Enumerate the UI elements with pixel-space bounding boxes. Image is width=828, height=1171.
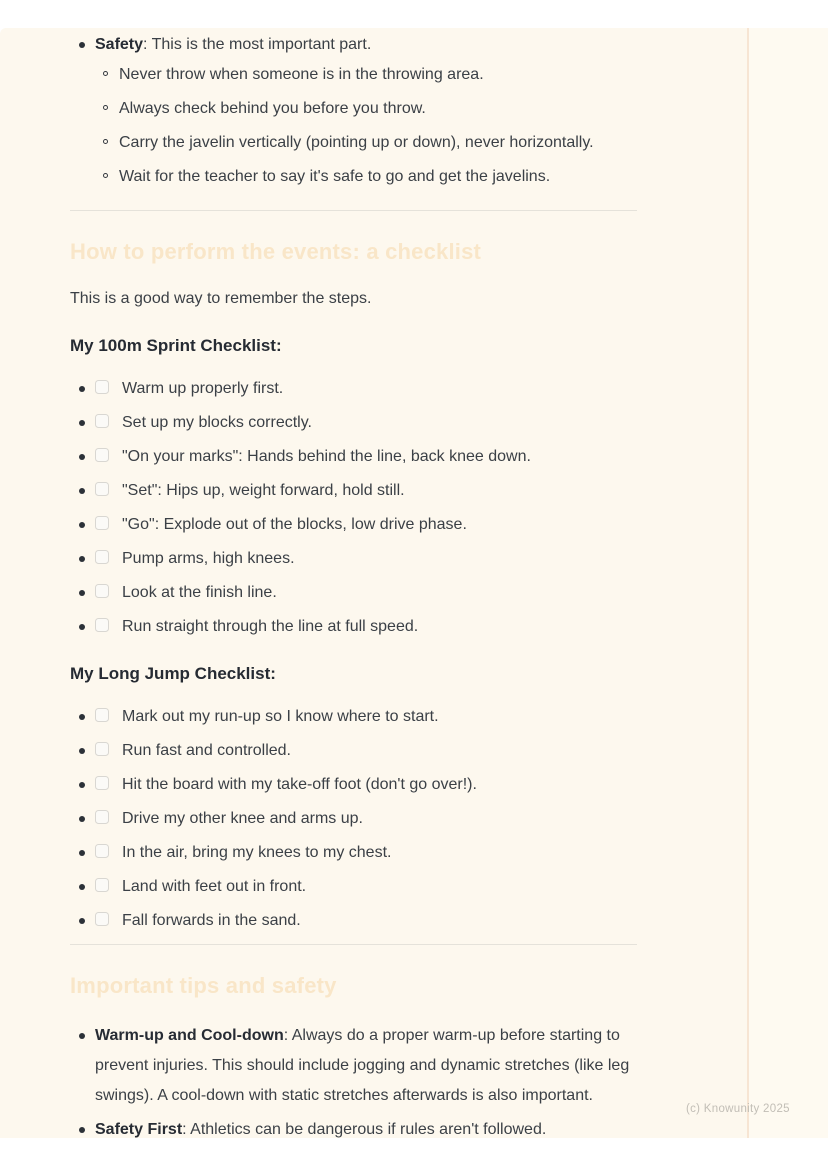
checkbox[interactable] [95,414,109,428]
long-jump-checklist [70,706,637,931]
bullet-icon [70,616,95,630]
checkbox[interactable] [95,878,109,892]
checklist-item-text: "On your marks": Hands behind the line, back knee down. [122,448,531,465]
bullet-icon [70,1021,95,1039]
bullet-icon [70,378,95,392]
intro-text: This is a good way to remember the steps. [70,290,372,307]
list-item-text: Wait for the teacher to say it's safe to go and get the javelins. [119,168,551,185]
circle-bullet-icon [94,166,119,178]
checkbox[interactable] [95,708,109,722]
list-item-text: Always check behind you before you throw. [119,100,426,117]
checklist-item-text: Mark out my run-up so I know where to start. [122,708,439,725]
list-item-text: Never throw when someone is in the throwing area. [119,66,484,83]
bullet-icon [70,34,95,48]
checklist-item [70,910,637,931]
checklist-item [70,842,637,863]
checklist-item-text: Drive my other knee and arms up. [122,810,363,827]
bullet-icon [70,446,95,460]
bullet-icon [70,582,95,596]
list-item [94,132,637,153]
list-item-rest: : This is the most important part. [143,36,372,53]
checkbox[interactable] [95,912,109,926]
list-item-bold-lead: Safety [95,36,144,53]
checklist-item-text: "Go": Explode out of the blocks, low drive phase. [122,516,467,533]
checklist-item [70,548,637,569]
list-item-bold-lead: Warm-up and Cool-down [95,1027,284,1044]
list-item-rest: : Athletics can be dangerous if rules aren't followed. [182,1121,547,1138]
checkbox[interactable] [95,482,109,496]
checkbox[interactable] [95,776,109,790]
checkbox[interactable] [95,844,109,858]
checklist-item-text: Pump arms, high knees. [122,550,295,567]
bullet-icon [70,808,95,822]
checklist-item [70,876,637,897]
bullet-icon [70,412,95,426]
checkbox[interactable] [95,516,109,530]
list-item-text: Carry the javelin vertically (pointing up or down), never horizontally. [119,134,594,151]
section-divider [70,944,637,945]
bullet-icon [70,910,95,924]
list-item-text [95,1115,635,1145]
circle-bullet-icon [94,98,119,110]
safety-sub-list [94,64,637,187]
checklist-item [70,446,637,467]
checklist-item-text: Hit the board with my take-off foot (don't go over!). [122,776,477,793]
safety-bullet-list [70,34,637,187]
checklist-item [70,740,637,761]
page-edge-line [747,28,749,1138]
sprint-checklist-title: My 100m Sprint Checklist: [70,336,282,355]
bullet-icon [70,548,95,562]
checkbox[interactable] [95,380,109,394]
checklist-item [70,514,637,535]
checklist-item [70,378,637,399]
tips-bullet-list [70,1021,637,1145]
checklist-item [70,808,637,829]
checklist-item-text: Look at the finish line. [122,584,277,601]
checklist-item-text: "Set": Hips up, weight forward, hold still. [122,482,405,499]
bullet-icon [70,514,95,528]
section-heading-checklist: How to perform the events: a checklist [70,239,482,264]
list-item [94,64,637,85]
list-item-bold-lead: Safety First [95,1121,183,1138]
list-item-text [95,34,371,55]
checklist-item [70,706,637,727]
checklist-item-text: Warm up properly first. [122,380,284,397]
bullet-icon [70,876,95,890]
page-content [0,28,637,1145]
checkbox[interactable] [95,584,109,598]
list-item [70,34,637,55]
checklist-item [70,774,637,795]
long-jump-checklist-title: My Long Jump Checklist: [70,664,276,683]
document-page [0,28,828,1138]
bullet-icon [70,740,95,754]
copyright-watermark: (c) Knowunity 2025 [686,1103,790,1115]
checklist-item [70,616,637,637]
bullet-icon [70,480,95,494]
list-item-text [95,1021,635,1111]
checklist-item [70,582,637,603]
list-item [70,1021,637,1111]
bullet-icon [70,842,95,856]
checklist-item-text: Set up my blocks correctly. [122,414,312,431]
checklist-item-text: Run straight through the line at full speed. [122,618,419,635]
list-item [94,98,637,119]
bullet-icon [70,774,95,788]
page-right-strip [749,28,828,1138]
list-item-rest: : Always do a proper warm-up before starting to prevent injuries. This should include jogging and dynamic stretches (like leg swings). A cool-down with static stretches afterwards is also important. [95,1027,630,1104]
checklist-item-text: Run fast and controlled. [122,742,291,759]
section-divider [70,210,637,211]
checkbox[interactable] [95,618,109,632]
circle-bullet-icon [94,132,119,144]
checklist-item-text: Fall forwards in the sand. [122,912,301,929]
circle-bullet-icon [94,64,119,76]
section-heading-tips: Important tips and safety [70,973,337,998]
bullet-icon [70,706,95,720]
checkbox[interactable] [95,550,109,564]
checkbox[interactable] [95,742,109,756]
list-item [94,166,637,187]
checklist-item-text: Land with feet out in front. [122,878,307,895]
checklist-item [70,480,637,501]
bullet-icon [70,1115,95,1133]
checklist-item-text: In the air, bring my knees to my chest. [122,844,392,861]
checklist-item [70,412,637,433]
sprint-checklist [70,378,637,637]
list-item [70,1115,637,1145]
checkbox[interactable] [95,810,109,824]
checkbox[interactable] [95,448,109,462]
